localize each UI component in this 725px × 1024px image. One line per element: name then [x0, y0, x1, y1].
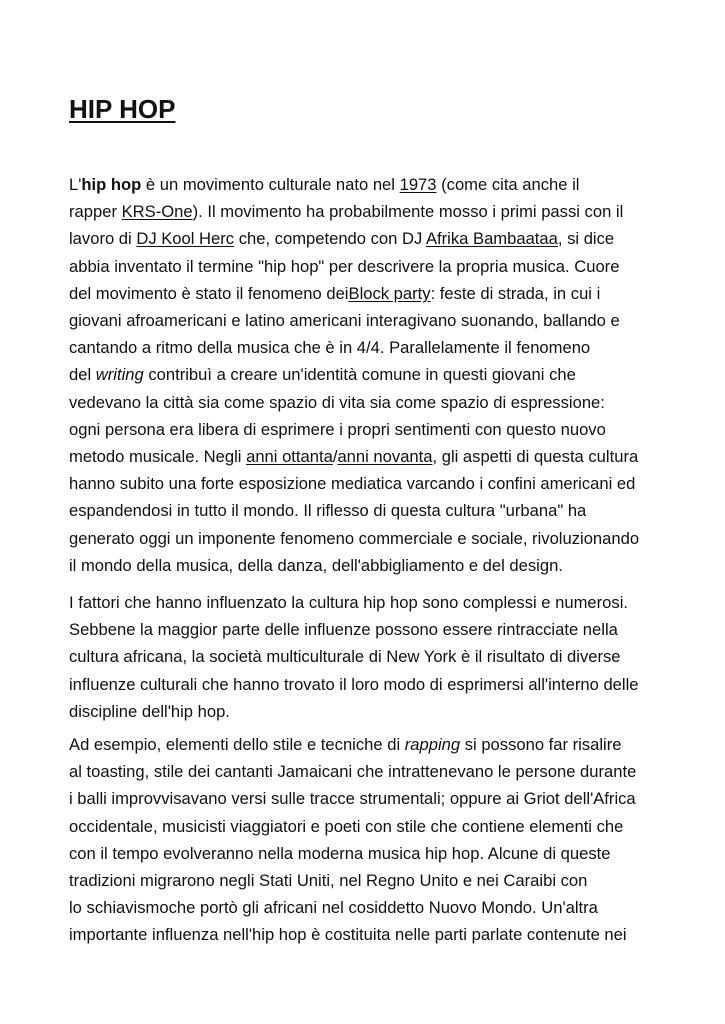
text-run: (come cita anche il: [436, 175, 580, 194]
paragraph-influences: [69, 589, 639, 725]
text-line: generato oggi un imponente fenomeno commerciale e sociale, rivoluzionando: [69, 528, 640, 548]
text-line: espandendosi in tutto il mondo. Il riflesso di questa cultura "urbana" ha: [69, 501, 587, 521]
text-run: del: [69, 365, 96, 385]
text-run: contribuì a creare un'identità comune in questi giovani che: [143, 365, 576, 385]
italic-term: writing: [95, 365, 144, 385]
text-line: [69, 225, 639, 252]
paragraph-intro: [69, 171, 639, 579]
text-line: tradizioni migrarono negli Stati Uniti, nel Regno Unito e nei Caraibi con: [69, 871, 588, 891]
text-run: è un movimento culturale nato nel: [141, 175, 400, 194]
link-afrika-bambaataa[interactable]: Afrika Bambaataa: [425, 229, 558, 249]
text-line: discipline dell'hip hop.: [69, 701, 230, 721]
text-line: [69, 731, 636, 758]
text-run: ). Il movimento ha probabilmente mosso i primi passi con il: [192, 202, 624, 222]
text-line: importante influenza nell'hip hop è costituita nelle parti parlate contenute nei: [69, 925, 627, 945]
italic-term: rapping: [404, 735, 461, 754]
link-block-party[interactable]: Block party: [348, 283, 431, 303]
text-line: cultura africana, la società multiculturale di New York è il risultato di diverse: [69, 647, 621, 667]
text-line: [69, 361, 639, 388]
text-line: al toasting, stile dei cantanti Jamaicani che intrattenevano le persone durante: [69, 762, 637, 782]
text-line: con il tempo evolveranno nella moderna musica hip hop. Alcune di queste: [69, 843, 611, 863]
text-line: occidentale, musicisti viaggiatori e poeti con stile che contiene elementi che: [69, 816, 624, 836]
text-run: , si dice: [557, 229, 615, 249]
paragraph-examples: [69, 731, 636, 949]
text-line: abbia inventato il termine "hip hop" per descrivere la propria musica. Cuore: [69, 256, 620, 276]
text-line: il mondo della musica, della danza, dell'abbigliamento e del design.: [69, 555, 563, 575]
text-line: lo schiavismoche portò gli africani nel cosiddetto Nuovo Mondo. Un'altra: [69, 898, 598, 918]
text-line: vedevano la città sia come spazio di vita sia come spazio di espressione:: [69, 392, 605, 412]
text-line: cantando a ritmo della musica che è in 4/4. Parallelamente il fenomeno: [69, 338, 591, 358]
text-line: Sebbene la maggior parte delle influenze possono essere rintracciate nella: [69, 620, 618, 640]
link-anni-ottanta[interactable]: anni ottanta: [246, 447, 333, 467]
text-line: giovani afroamericani e latino americani interagivano suonando, ballando e: [69, 311, 620, 331]
bold-term: hip hop: [81, 175, 142, 194]
text-line: i balli improvvisavano versi sulle tracce strumentali; oppure ai Griot dell'Africa: [69, 789, 636, 809]
text-line: I fattori che hanno influenzato la cultura hip hop sono complessi e numerosi.: [69, 593, 628, 612]
text-line: hanno subito una forte esposizione mediatica varcando i confini americani ed: [69, 474, 636, 494]
link-anni-novanta[interactable]: anni novanta: [337, 447, 433, 467]
text-run: Ad esempio, elementi dello stile e tecniche di: [69, 735, 405, 754]
text-run: /: [332, 447, 338, 467]
text-line: ogni persona era libera di esprimere i propri sentimenti con questo nuovo: [69, 419, 606, 439]
text-run: rapper: [69, 202, 122, 222]
text-run: L': [69, 175, 82, 194]
page-title: HIP HOP: [69, 94, 176, 124]
text-run: metodo musicale. Negli: [69, 447, 247, 467]
text-line: [69, 443, 639, 470]
text-run: lavoro di: [69, 229, 137, 249]
link-1973[interactable]: 1973: [399, 175, 437, 194]
link-krs-one[interactable]: KRS-One: [121, 202, 193, 222]
text-run: che, competendo con DJ: [234, 229, 426, 249]
text-line: [69, 171, 639, 198]
text-run: si possono far risalire: [460, 735, 622, 754]
text-run: , gli aspetti di questa cultura: [432, 447, 639, 467]
text-line: [69, 280, 639, 307]
text-line: influenze culturali che hanno trovato il loro modo di esprimersi all'interno delle: [69, 674, 639, 694]
link-dj-kool-herc[interactable]: DJ Kool Herc: [136, 229, 235, 249]
text-run: del movimento è stato il fenomeno dei: [69, 283, 349, 303]
text-line: [69, 198, 639, 225]
text-run: : feste di strada, in cui i: [430, 283, 601, 303]
